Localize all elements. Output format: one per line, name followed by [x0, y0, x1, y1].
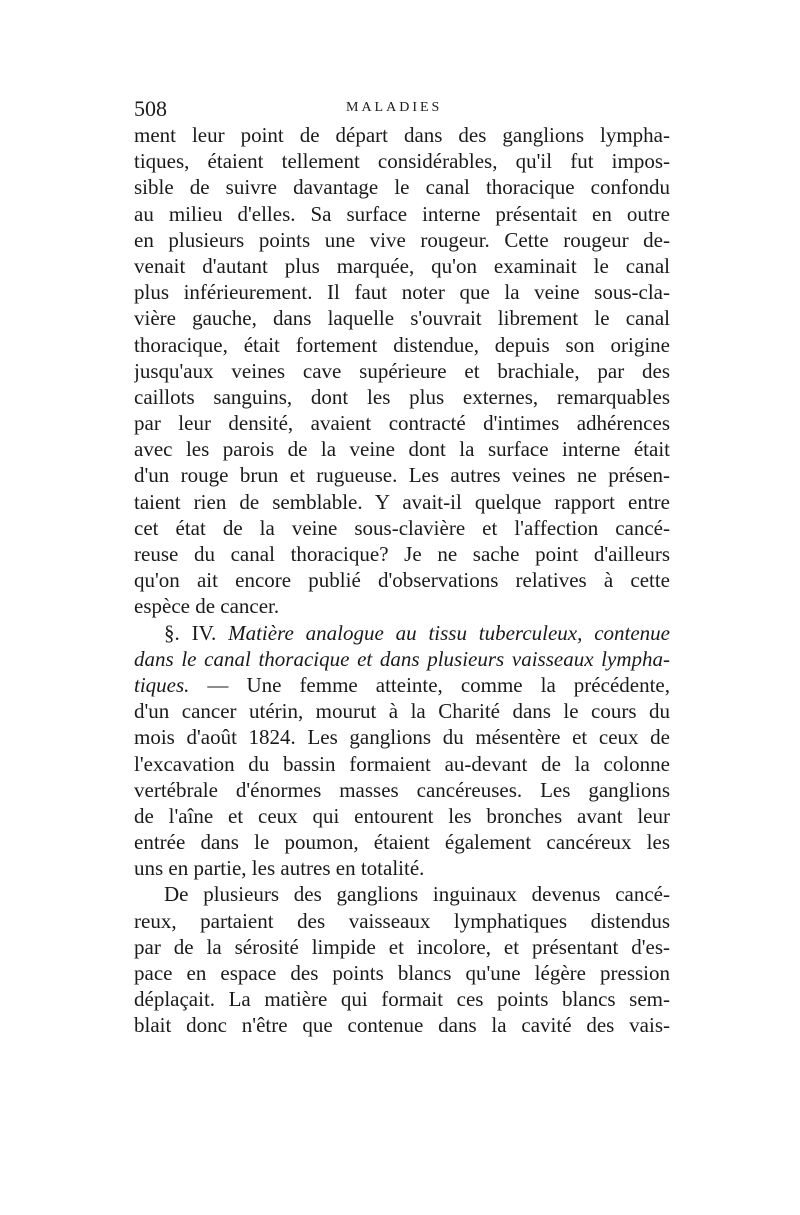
text-line: qu'on ait encore publié d'observations relatives à cette	[134, 568, 670, 593]
text-line: sible de suivre davantage le canal thoracique confondu	[134, 175, 670, 200]
section-label: §. IV.	[164, 620, 217, 645]
text-line: thoracique, était fortement distendue, depuis son origine	[134, 332, 670, 357]
text-line: pace en espace des points blancs qu'une légère pression	[134, 961, 670, 985]
text-line: taient rien de semblable. Y avait-il quelque rapport entre	[134, 489, 670, 514]
text-line: tiques, étaient tellement considérables, qu'il fut impos-	[134, 149, 670, 174]
section-title-line: dans le canal thoracique et dans plusieurs vaisseaux lympha-	[134, 646, 670, 671]
text-line: vière gauche, dans laquelle s'ouvrait librement le canal	[134, 306, 670, 331]
text-line: ment leur point de départ dans des ganglions lympha-	[134, 123, 670, 147]
section-heading-line	[134, 620, 670, 646]
text-line	[134, 672, 670, 698]
text-line: jusqu'aux veines cave supérieure et brachiale, par des	[134, 358, 670, 383]
section-paragraph	[134, 620, 670, 882]
text-line: vertébrale d'énormes masses cancéreuses. Les ganglions	[134, 777, 670, 802]
text-line: par de la sérosité limpide et incolore, et présentant d'es-	[134, 934, 670, 959]
paragraph	[134, 881, 670, 1038]
text-line: De plusieurs des ganglions inguinaux devenus cancé-	[164, 882, 670, 907]
text-line: l'excavation du bassin formaient au-devant de la colonne	[134, 751, 670, 776]
text-line: au milieu d'elles. Sa surface interne présentait en outre	[134, 201, 670, 226]
text-line: reuse du canal thoracique? Je ne sache point d'ailleurs	[134, 542, 670, 566]
text-line: d'un cancer utérin, mourut à la Charité dans le cours du	[134, 699, 670, 724]
section-title: Matière analogue au tissu tuberculeux, contenue	[228, 620, 670, 645]
text-line: entrée dans le poumon, étaient également cancéreux les	[134, 830, 670, 855]
text-line: d'un rouge brun et rugueuse. Les autres veines ne présen-	[134, 463, 670, 488]
paragraph	[134, 122, 670, 620]
text-line: plus inférieurement. Il faut noter que la veine sous-cla-	[134, 280, 670, 305]
text-line: déplaçait. La matière qui formait ces points blancs sem-	[134, 987, 670, 1012]
text-fragment: — Une femme atteinte, comme la précédente,	[189, 672, 670, 697]
running-head	[134, 96, 670, 122]
page-number: 508	[134, 96, 167, 121]
text-line: cet état de la veine sous-clavière et l'affection cancé-	[134, 515, 670, 540]
text-line: caillots sanguins, dont les plus externes, remarquables	[134, 384, 670, 409]
body-text	[134, 122, 670, 1039]
text-line: avec les parois de la veine dont la surface interne était	[134, 437, 670, 462]
text-line: de l'aîne et ceux qui entourent les bronches avant leur	[134, 803, 670, 828]
section-title-end: tiques.	[134, 672, 190, 697]
running-title: MALADIES	[346, 100, 443, 115]
text-line: reux, partaient des vaisseaux lymphatiques distendus	[134, 908, 670, 933]
text-line: espèce de cancer.	[134, 594, 280, 619]
text-line: en plusieurs points une vive rougeur. Cette rougeur de-	[134, 227, 670, 252]
text-line: par leur densité, avaient contracté d'intimes adhérences	[134, 411, 670, 436]
text-line: mois d'août 1824. Les ganglions du mésentère et ceux de	[134, 725, 670, 750]
text-line: uns en partie, les autres en totalité.	[134, 856, 425, 881]
text-line: venait d'autant plus marquée, qu'on examinait le canal	[134, 253, 670, 278]
text-line: blait donc n'être que contenue dans la cavité des vais-	[134, 1013, 670, 1038]
